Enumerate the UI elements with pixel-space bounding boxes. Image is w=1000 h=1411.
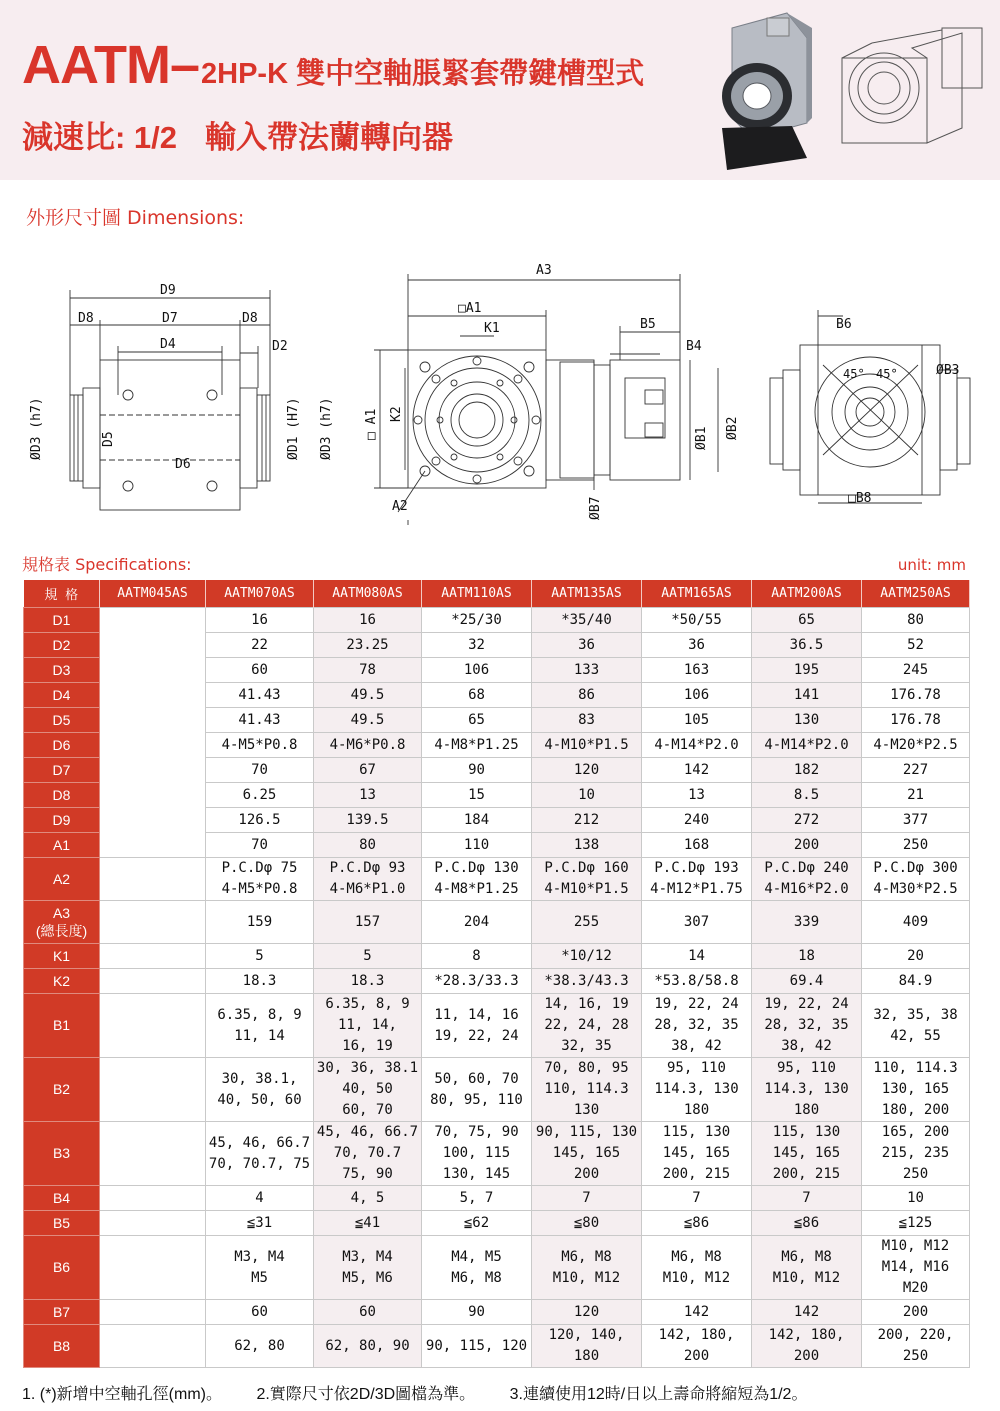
table-cell: 142, 180, 200 bbox=[752, 1325, 862, 1368]
table-cell bbox=[100, 833, 206, 858]
table-cell: 176.78 bbox=[862, 683, 970, 708]
spec-header-row bbox=[24, 580, 970, 608]
table-cell bbox=[100, 608, 206, 633]
table-cell: 32, 35, 38 42, 55 bbox=[862, 994, 970, 1058]
table-row bbox=[24, 708, 970, 733]
table-cell: 6.25 bbox=[206, 783, 314, 808]
column-header: AATM080AS bbox=[314, 580, 422, 608]
table-cell: 70 bbox=[206, 833, 314, 858]
spec-heading: 規格表 Specifications: bbox=[22, 555, 192, 574]
column-header: AATM250AS bbox=[862, 580, 970, 608]
table-cell: 200, 220, 250 bbox=[862, 1325, 970, 1368]
table-cell: 138 bbox=[532, 833, 642, 858]
table-cell: 120, 140, 180 bbox=[532, 1325, 642, 1368]
table-cell: M4, M5 M6, M8 bbox=[422, 1236, 532, 1300]
table-cell: 141 bbox=[752, 683, 862, 708]
label-k1: K1 bbox=[484, 321, 500, 336]
table-cell: 49.5 bbox=[314, 708, 422, 733]
table-cell bbox=[100, 808, 206, 833]
table-cell: 106 bbox=[642, 683, 752, 708]
table-cell: 8.5 bbox=[752, 783, 862, 808]
label-angle-2: 45° bbox=[876, 367, 898, 381]
table-cell: 36 bbox=[532, 633, 642, 658]
table-cell: 70 bbox=[206, 758, 314, 783]
table-cell: 159 bbox=[206, 901, 314, 944]
table-cell: ≦125 bbox=[862, 1211, 970, 1236]
table-cell: 45, 46, 66.7 70, 70.7, 75 bbox=[206, 1122, 314, 1186]
column-header: AATM110AS bbox=[422, 580, 532, 608]
table-cell: 10 bbox=[532, 783, 642, 808]
table-cell: P.C.Dφ 193 4-M12*P1.75 bbox=[642, 858, 752, 901]
label-b8: □B8 bbox=[848, 491, 872, 506]
table-cell: *38.3/43.3 bbox=[532, 969, 642, 994]
note-1: 1. (*)新增中空軸孔徑(mm)。 bbox=[22, 1386, 222, 1403]
table-row bbox=[24, 1325, 970, 1368]
table-cell: 21 bbox=[862, 783, 970, 808]
table-cell: 307 bbox=[642, 901, 752, 944]
spec-table bbox=[23, 580, 970, 1368]
table-cell: 4-M5*P0.8 bbox=[206, 733, 314, 758]
column-header: AATM070AS bbox=[206, 580, 314, 608]
table-cell: 30, 38.1, 40, 50, 60 bbox=[206, 1058, 314, 1122]
table-row bbox=[24, 1211, 970, 1236]
table-cell: 80 bbox=[862, 608, 970, 633]
table-cell: 65 bbox=[752, 608, 862, 633]
label-d1: ØD1 (H7) bbox=[286, 397, 301, 460]
table-row bbox=[24, 1058, 970, 1122]
row-label: B8 bbox=[24, 1325, 100, 1368]
column-header: AATM045AS bbox=[100, 580, 206, 608]
row-label: B3 bbox=[24, 1122, 100, 1186]
table-row bbox=[24, 944, 970, 969]
table-cell bbox=[100, 633, 206, 658]
label-b7: ØB7 bbox=[588, 496, 603, 520]
product-subtitle bbox=[22, 112, 453, 157]
label-a1: □A1 bbox=[458, 301, 482, 316]
column-header: AATM135AS bbox=[532, 580, 642, 608]
table-cell: 23.25 bbox=[314, 633, 422, 658]
table-cell: 204 bbox=[422, 901, 532, 944]
table-cell: 62, 80, 90 bbox=[314, 1325, 422, 1368]
table-cell: 95, 110 114.3, 130 180 bbox=[642, 1058, 752, 1122]
table-cell: 130 bbox=[752, 708, 862, 733]
table-cell: 165, 200 215, 235 250 bbox=[862, 1122, 970, 1186]
table-cell: 5, 7 bbox=[422, 1186, 532, 1211]
table-cell: 212 bbox=[532, 808, 642, 833]
table-cell bbox=[100, 683, 206, 708]
table-cell: 120 bbox=[532, 758, 642, 783]
row-label: D3 bbox=[24, 658, 100, 683]
table-cell: 120 bbox=[532, 1300, 642, 1325]
model-name: AATM bbox=[22, 35, 170, 95]
table-cell: M10, M12 M14, M16 M20 bbox=[862, 1236, 970, 1300]
table-cell: 19, 22, 24 28, 32, 35 38, 42 bbox=[642, 994, 752, 1058]
label-d8-left: D8 bbox=[78, 311, 94, 326]
table-cell: *25/30 bbox=[422, 608, 532, 633]
label-angle-1: 45° bbox=[843, 367, 865, 381]
table-cell: 110, 114.3 130, 165 180, 200 bbox=[862, 1058, 970, 1122]
table-cell: M3, M4 M5, M6 bbox=[314, 1236, 422, 1300]
spec-body bbox=[24, 608, 970, 1368]
table-cell: 65 bbox=[422, 708, 532, 733]
table-cell: 15 bbox=[422, 783, 532, 808]
table-cell bbox=[100, 901, 206, 944]
table-cell bbox=[100, 708, 206, 733]
table-cell: 90 bbox=[422, 1300, 532, 1325]
table-cell: 18.3 bbox=[314, 969, 422, 994]
table-cell: 80 bbox=[314, 833, 422, 858]
table-cell: 110 bbox=[422, 833, 532, 858]
table-cell: 14, 16, 19 22, 24, 28 32, 35 bbox=[532, 994, 642, 1058]
table-cell: 13 bbox=[314, 783, 422, 808]
table-cell: ≦41 bbox=[314, 1211, 422, 1236]
table-row bbox=[24, 658, 970, 683]
table-cell: 67 bbox=[314, 758, 422, 783]
table-cell bbox=[100, 1122, 206, 1186]
table-cell: 163 bbox=[642, 658, 752, 683]
table-cell: 139.5 bbox=[314, 808, 422, 833]
row-label: A2 bbox=[24, 858, 100, 901]
table-cell: 255 bbox=[532, 901, 642, 944]
table-cell: 60 bbox=[206, 1300, 314, 1325]
label-d2: D2 bbox=[272, 339, 288, 354]
note-3: 3.連續使用12時/日以上壽命將縮短為1/2。 bbox=[509, 1386, 808, 1403]
table-cell: 41.43 bbox=[206, 683, 314, 708]
row-label: D7 bbox=[24, 758, 100, 783]
label-b2: ØB2 bbox=[725, 416, 740, 440]
table-row bbox=[24, 1122, 970, 1186]
row-label: D6 bbox=[24, 733, 100, 758]
table-cell: 16 bbox=[314, 608, 422, 633]
table-cell: 240 bbox=[642, 808, 752, 833]
table-cell: P.C.Dφ 300 4-M30*P2.5 bbox=[862, 858, 970, 901]
table-cell: 245 bbox=[862, 658, 970, 683]
table-cell: 18 bbox=[752, 944, 862, 969]
table-cell: 133 bbox=[532, 658, 642, 683]
table-cell: 4-M20*P2.5 bbox=[862, 733, 970, 758]
table-cell: 142 bbox=[642, 1300, 752, 1325]
table-cell: 409 bbox=[862, 901, 970, 944]
label-a1-vertical: □ A1 bbox=[364, 408, 379, 440]
table-cell: 227 bbox=[862, 758, 970, 783]
row-label: D1 bbox=[24, 608, 100, 633]
table-cell: 70, 75, 90 100, 115 130, 145 bbox=[422, 1122, 532, 1186]
table-cell: 41.43 bbox=[206, 708, 314, 733]
table-cell bbox=[100, 1211, 206, 1236]
table-cell: 377 bbox=[862, 808, 970, 833]
table-row bbox=[24, 833, 970, 858]
table-row bbox=[24, 858, 970, 901]
row-label: K2 bbox=[24, 969, 100, 994]
table-row bbox=[24, 1236, 970, 1300]
table-row bbox=[24, 1186, 970, 1211]
row-label: B1 bbox=[24, 994, 100, 1058]
table-cell: ≦80 bbox=[532, 1211, 642, 1236]
table-cell: P.C.Dφ 93 4-M6*P1.0 bbox=[314, 858, 422, 901]
table-cell: ≦86 bbox=[642, 1211, 752, 1236]
table-row bbox=[24, 758, 970, 783]
column-header: AATM200AS bbox=[752, 580, 862, 608]
table-cell: 184 bbox=[422, 808, 532, 833]
table-cell: 142 bbox=[642, 758, 752, 783]
table-cell: 168 bbox=[642, 833, 752, 858]
table-cell: 6.35, 8, 9 11, 14, 16, 19 bbox=[314, 994, 422, 1058]
footnotes bbox=[22, 1381, 837, 1404]
table-cell: 14 bbox=[642, 944, 752, 969]
column-header: 規 格 bbox=[24, 580, 100, 608]
table-cell bbox=[100, 944, 206, 969]
table-cell bbox=[100, 1325, 206, 1368]
dimensions-heading: 外形尺寸圖 Dimensions: bbox=[26, 207, 245, 229]
table-cell: 60 bbox=[206, 658, 314, 683]
table-cell: 78 bbox=[314, 658, 422, 683]
ratio-label: 減速比: 1/2 bbox=[22, 120, 178, 155]
label-a3: A3 bbox=[536, 263, 552, 278]
table-cell: 19, 22, 24 28, 32, 35 38, 42 bbox=[752, 994, 862, 1058]
table-cell: 10 bbox=[862, 1186, 970, 1211]
table-cell: 200 bbox=[862, 1300, 970, 1325]
table-cell bbox=[100, 1236, 206, 1300]
table-row bbox=[24, 683, 970, 708]
table-row bbox=[24, 1300, 970, 1325]
table-cell: *28.3/33.3 bbox=[422, 969, 532, 994]
table-cell: 272 bbox=[752, 808, 862, 833]
table-cell: 142, 180, 200 bbox=[642, 1325, 752, 1368]
row-label: D4 bbox=[24, 683, 100, 708]
column-header: AATM165AS bbox=[642, 580, 752, 608]
table-cell: 11, 14, 16 19, 22, 24 bbox=[422, 994, 532, 1058]
row-label: D9 bbox=[24, 808, 100, 833]
row-label: K1 bbox=[24, 944, 100, 969]
table-cell: P.C.Dφ 240 4-M16*P2.0 bbox=[752, 858, 862, 901]
table-cell: 115, 130 145, 165 200, 215 bbox=[642, 1122, 752, 1186]
table-cell bbox=[100, 994, 206, 1058]
table-cell: 36.5 bbox=[752, 633, 862, 658]
table-cell: 84.9 bbox=[862, 969, 970, 994]
table-cell bbox=[100, 758, 206, 783]
table-cell: 176.78 bbox=[862, 708, 970, 733]
table-cell: 4-M14*P2.0 bbox=[642, 733, 752, 758]
product-title bbox=[22, 34, 644, 96]
label-b1: ØB1 bbox=[694, 426, 709, 450]
table-cell: 157 bbox=[314, 901, 422, 944]
table-cell: P.C.Dφ 160 4-M10*P1.5 bbox=[532, 858, 642, 901]
table-cell: 182 bbox=[752, 758, 862, 783]
table-cell: *35/40 bbox=[532, 608, 642, 633]
label-d7: D7 bbox=[162, 311, 178, 326]
label-d8-right: D8 bbox=[242, 311, 258, 326]
label-d5: D5 bbox=[101, 431, 116, 447]
table-cell: 7 bbox=[752, 1186, 862, 1211]
table-cell: 16 bbox=[206, 608, 314, 633]
table-cell: 32 bbox=[422, 633, 532, 658]
table-cell: 4, 5 bbox=[314, 1186, 422, 1211]
table-cell: 13 bbox=[642, 783, 752, 808]
row-label: B6 bbox=[24, 1236, 100, 1300]
table-cell: 90, 115, 130 145, 165 200 bbox=[532, 1122, 642, 1186]
label-k2: K2 bbox=[389, 406, 404, 422]
table-cell: 95, 110 114.3, 130 180 bbox=[752, 1058, 862, 1122]
table-cell bbox=[100, 858, 206, 901]
table-cell: 7 bbox=[642, 1186, 752, 1211]
table-cell: M6, M8 M10, M12 bbox=[532, 1236, 642, 1300]
table-cell: 60 bbox=[314, 1300, 422, 1325]
label-a2: A2 bbox=[392, 499, 408, 514]
table-cell: ≦62 bbox=[422, 1211, 532, 1236]
table-cell: 4 bbox=[206, 1186, 314, 1211]
note-2: 2.實際尺寸依2D/3D圖檔為準。 bbox=[256, 1386, 476, 1403]
table-cell: 106 bbox=[422, 658, 532, 683]
label-d4: D4 bbox=[160, 337, 176, 352]
table-cell: 4-M8*P1.25 bbox=[422, 733, 532, 758]
row-label: D2 bbox=[24, 633, 100, 658]
row-label: D5 bbox=[24, 708, 100, 733]
table-cell: 86 bbox=[532, 683, 642, 708]
table-cell: *10/12 bbox=[532, 944, 642, 969]
label-d3-left: ØD3 (h7) bbox=[29, 397, 44, 460]
table-row bbox=[24, 733, 970, 758]
table-cell: 4-M6*P0.8 bbox=[314, 733, 422, 758]
table-cell: 142 bbox=[752, 1300, 862, 1325]
table-row bbox=[24, 783, 970, 808]
table-cell: 4-M14*P2.0 bbox=[752, 733, 862, 758]
table-cell: 126.5 bbox=[206, 808, 314, 833]
table-cell: 115, 130 145, 165 200, 215 bbox=[752, 1122, 862, 1186]
table-row bbox=[24, 994, 970, 1058]
title-dash: – bbox=[169, 35, 200, 95]
table-cell: 20 bbox=[862, 944, 970, 969]
table-cell: 105 bbox=[642, 708, 752, 733]
table-cell: 36 bbox=[642, 633, 752, 658]
table-cell: 195 bbox=[752, 658, 862, 683]
table-cell: 18.3 bbox=[206, 969, 314, 994]
row-label: B7 bbox=[24, 1300, 100, 1325]
table-cell: *50/55 bbox=[642, 608, 752, 633]
table-row bbox=[24, 633, 970, 658]
table-row bbox=[24, 808, 970, 833]
header-banner bbox=[0, 0, 1000, 180]
table-cell: 69.4 bbox=[752, 969, 862, 994]
row-label: B2 bbox=[24, 1058, 100, 1122]
table-cell bbox=[100, 969, 206, 994]
table-cell: 7 bbox=[532, 1186, 642, 1211]
table-cell bbox=[100, 658, 206, 683]
table-cell: M6, M8 M10, M12 bbox=[642, 1236, 752, 1300]
table-cell: 22 bbox=[206, 633, 314, 658]
table-cell: 6.35, 8, 9 11, 14 bbox=[206, 994, 314, 1058]
table-cell: 250 bbox=[862, 833, 970, 858]
table-cell: 50, 60, 70 80, 95, 110 bbox=[422, 1058, 532, 1122]
row-label: B4 bbox=[24, 1186, 100, 1211]
table-cell bbox=[100, 1300, 206, 1325]
table-cell bbox=[100, 733, 206, 758]
table-cell: 62, 80 bbox=[206, 1325, 314, 1368]
row-label: D8 bbox=[24, 783, 100, 808]
table-cell: ≦31 bbox=[206, 1211, 314, 1236]
table-cell: ≦86 bbox=[752, 1211, 862, 1236]
model-suffix: 2HP-K 雙中空軸脹緊套帶鍵槽型式 bbox=[201, 58, 645, 90]
table-row bbox=[24, 608, 970, 633]
table-cell bbox=[100, 1058, 206, 1122]
label-b5: B5 bbox=[640, 317, 656, 332]
table-cell: 200 bbox=[752, 833, 862, 858]
table-cell: 5 bbox=[314, 944, 422, 969]
unit-label: unit: mm bbox=[897, 556, 966, 574]
table-cell: 83 bbox=[532, 708, 642, 733]
label-b4: B4 bbox=[686, 339, 702, 354]
ratio-desc: 輸入帶法蘭轉向器 bbox=[205, 120, 454, 155]
table-cell: 52 bbox=[862, 633, 970, 658]
table-cell: 4-M10*P1.5 bbox=[532, 733, 642, 758]
dimension-drawing bbox=[0, 250, 1000, 525]
product-photo bbox=[712, 8, 992, 173]
table-row bbox=[24, 969, 970, 994]
table-cell: M6, M8 M10, M12 bbox=[752, 1236, 862, 1300]
label-d3-right: ØD3 (h7) bbox=[319, 397, 334, 460]
table-row bbox=[24, 901, 970, 944]
row-label: A3 (總長度) bbox=[24, 901, 100, 944]
table-cell: M3, M4 M5 bbox=[206, 1236, 314, 1300]
table-cell: 30, 36, 38.1 40, 50 60, 70 bbox=[314, 1058, 422, 1122]
row-label: B5 bbox=[24, 1211, 100, 1236]
table-cell: 90, 115, 120 bbox=[422, 1325, 532, 1368]
label-d9: D9 bbox=[160, 283, 176, 298]
label-d6: D6 bbox=[175, 457, 191, 472]
table-cell: 70, 80, 95 110, 114.3 130 bbox=[532, 1058, 642, 1122]
label-b3: ØB3 bbox=[936, 363, 960, 378]
table-cell: P.C.Dφ 130 4-M8*P1.25 bbox=[422, 858, 532, 901]
row-label: A1 bbox=[24, 833, 100, 858]
label-b6: B6 bbox=[836, 317, 852, 332]
table-cell: 339 bbox=[752, 901, 862, 944]
table-cell bbox=[100, 783, 206, 808]
table-cell: 45, 46, 66.7 70, 70.7 75, 90 bbox=[314, 1122, 422, 1186]
table-cell: 68 bbox=[422, 683, 532, 708]
table-cell: *53.8/58.8 bbox=[642, 969, 752, 994]
table-cell: 8 bbox=[422, 944, 532, 969]
table-cell: 5 bbox=[206, 944, 314, 969]
table-cell: 90 bbox=[422, 758, 532, 783]
table-cell: P.C.Dφ 75 4-M5*P0.8 bbox=[206, 858, 314, 901]
table-cell bbox=[100, 1186, 206, 1211]
table-cell: 49.5 bbox=[314, 683, 422, 708]
